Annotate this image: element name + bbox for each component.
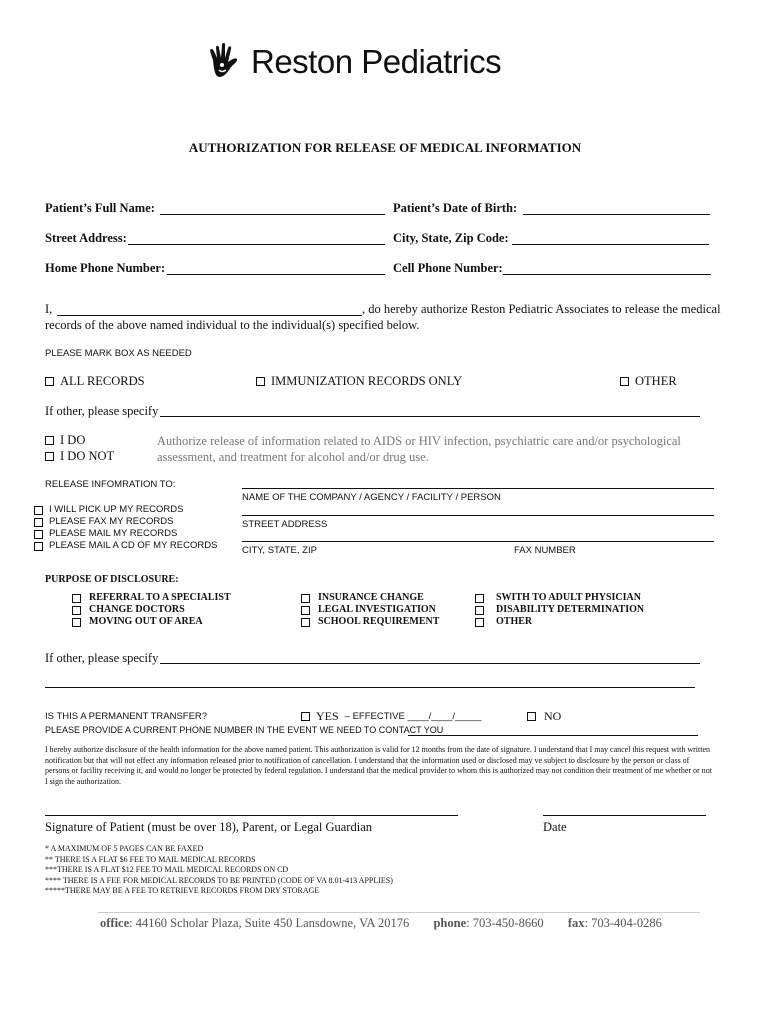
release-city-label: CITY, STATE, ZIP [242, 545, 317, 556]
phone-label: phone [433, 916, 467, 930]
insurance-checkbox[interactable] [301, 594, 310, 603]
all-records-checkbox[interactable] [45, 377, 54, 386]
release-option: I WILL PICK UP MY RECORDS [49, 504, 184, 515]
disability-checkbox[interactable] [475, 606, 484, 615]
purpose-option: OTHER [496, 616, 533, 627]
patient-name-label: Patient’s Full Name: [45, 201, 155, 215]
date-field[interactable] [543, 815, 706, 816]
phone-note: PLEASE PROVIDE A CURRENT PHONE NUMBER IN THE EVENT WE NEED TO CONTACT YOU [45, 725, 444, 735]
phone-value: : 703-450-8660 [466, 916, 544, 930]
transfer-question: IS THIS A PERMANENT TRANSFER? [45, 711, 208, 722]
cell-phone-label: Cell Phone Number: [393, 261, 503, 275]
purpose-option: CHANGE DOCTORS [89, 604, 185, 615]
note-item: * A MAXIMUM OF 5 PAGES CAN BE FAXED [45, 844, 204, 853]
release-name-label: NAME OF THE COMPANY / AGENCY / FACILITY / PERSON [242, 492, 501, 503]
release-label: RELEASE INFOMRATION TO: [45, 479, 176, 490]
i-do-not-label: I DO NOT [60, 449, 115, 463]
purpose-option: LEGAL INVESTIGATION [318, 604, 436, 615]
all-records-label: ALL RECORDS [60, 374, 145, 388]
i-do-not-checkbox[interactable] [45, 452, 54, 461]
cell-phone-field[interactable] [503, 274, 711, 275]
release-city-field[interactable] [242, 541, 714, 542]
purpose-option: SCHOOL REQUIREMENT [318, 616, 440, 627]
purpose-other-checkbox[interactable] [475, 618, 484, 627]
legal-text: I hereby authorize disclosure of the health information for the above named patient. This authorization is valid for 12 months from the date of signature. I understand that I may cancel this request with written notification but that will not effect any information released prior to notification of cancellation. I understand that the information used or disclosed may ve subject to disclosure by the person or class of persons or facility receiving it, and would no longer be protected by federal regulation. I understand that the medical provider to whom this is authorized may not condition their treatment of me whether or not I sign the authorization. [45, 745, 712, 786]
moving-checkbox[interactable] [72, 618, 81, 627]
release-option: PLEASE MAIL MY RECORDS [49, 528, 178, 539]
note-item: *****THERE MAY BE A FEE TO RETRIEVE RECORDS FROM DRY STORAGE [45, 886, 320, 895]
if-other-label: If other, please specify [45, 404, 159, 418]
immunization-label: IMMUNIZATION RECORDS ONLY [271, 374, 463, 388]
no-checkbox[interactable] [527, 712, 536, 721]
city-label: City, State, Zip Code: [393, 231, 509, 245]
yes-label: YES [316, 709, 339, 723]
legal-checkbox[interactable] [301, 606, 310, 615]
other-records-label: OTHER [635, 374, 677, 388]
purpose-option: DISABILITY DETERMINATION [496, 604, 645, 615]
contact-phone-field[interactable] [408, 735, 698, 736]
auth-prefix: I, [45, 302, 53, 316]
home-phone-field[interactable] [167, 274, 385, 275]
release-name-field[interactable] [242, 488, 714, 489]
mail-cd-checkbox[interactable] [34, 542, 43, 551]
note-item: ***THERE IS A FLAT $12 FEE TO MAIL MEDICAL RECORDS ON CD [45, 865, 289, 874]
mark-box-note: PLEASE MARK BOX AS NEEDED [45, 348, 192, 359]
dob-label: Patient’s Date of Birth: [393, 201, 518, 215]
mail-checkbox[interactable] [34, 530, 43, 539]
other-records-checkbox[interactable] [620, 377, 629, 386]
authorizer-name-field[interactable] [57, 315, 362, 316]
city-field[interactable] [512, 244, 709, 245]
signature-label: Signature of Patient (must be over 18), Parent, or Legal Guardian [45, 820, 372, 834]
if-other-purpose-field[interactable] [160, 663, 700, 664]
release-fax-label: FAX NUMBER [514, 545, 576, 556]
purpose-label: PURPOSE OF DISCLOSURE: [45, 574, 179, 585]
footer [100, 916, 662, 931]
date-label: Date [543, 820, 567, 834]
purpose-option: REFERRAL TO A SPECIALIST [89, 592, 231, 603]
change-doctors-checkbox[interactable] [72, 606, 81, 615]
release-option: PLEASE MAIL A CD OF MY RECORDS [49, 540, 218, 551]
hand-logo-icon [205, 40, 249, 84]
note-item: **** THERE IS A FEE FOR MEDICAL RECORDS TO BE PRINTED (CODE OF VA 8.01-413 APPLIES) [45, 875, 393, 885]
release-option: PLEASE FAX MY RECORDS [49, 516, 174, 527]
office-value: : 44160 Scholar Plaza, Suite 450 Lansdowne, VA 20176 [129, 916, 410, 930]
yes-checkbox[interactable] [301, 712, 310, 721]
adult-physician-checkbox[interactable] [475, 594, 484, 603]
if-other-purpose-label: If other, please specify [45, 651, 159, 665]
dob-field[interactable] [523, 214, 710, 215]
patient-name-field[interactable] [160, 214, 385, 215]
auth-text-2: records of the above named individual to the individual(s) specified below. [45, 318, 420, 332]
release-street-field[interactable] [242, 515, 714, 516]
note-item: ** THERE IS A FLAT $6 FEE TO MAIL MEDICAL RECORDS [45, 854, 256, 864]
form-title: AUTHORIZATION FOR RELEASE OF MEDICAL INFORMATION [188, 140, 582, 155]
purpose-option: SWITH TO ADULT PHYSICIAN [496, 592, 641, 603]
if-other-field[interactable] [160, 416, 700, 417]
footer-rule [98, 912, 700, 913]
pickup-checkbox[interactable] [34, 506, 43, 515]
school-checkbox[interactable] [301, 618, 310, 627]
referral-checkbox[interactable] [72, 594, 81, 603]
fax-label: fax [567, 916, 585, 930]
release-street-label: STREET ADDRESS [242, 519, 328, 530]
logo [205, 40, 501, 84]
no-label: NO [544, 709, 562, 723]
if-other-purpose-field-2[interactable] [45, 687, 695, 688]
auth-text-1: , do hereby authorize Reston Pediatric Associates to release the medical [362, 302, 721, 316]
effective-label: – EFFECTIVE ____/____/_____ [344, 711, 482, 722]
purpose-option: MOVING OUT OF AREA [89, 616, 203, 627]
street-label: Street Address: [45, 231, 127, 245]
home-phone-label: Home Phone Number: [45, 261, 166, 275]
purpose-option: INSURANCE CHANGE [318, 592, 424, 603]
signature-field[interactable] [45, 815, 458, 816]
sensitive-text: Authorize release of information related to AIDS or HIV infection, psychiatric care and/or psychological assessment, and treatment for alcohol and/or drug use. [157, 434, 681, 464]
fax-checkbox[interactable] [34, 518, 43, 527]
fax-value: : 703-404-0286 [584, 916, 662, 930]
immunization-checkbox[interactable] [256, 377, 265, 386]
street-field[interactable] [128, 244, 385, 245]
brand-name: Reston Pediatrics [251, 43, 502, 80]
i-do-label: I DO [60, 433, 86, 447]
office-label: office [100, 916, 130, 930]
i-do-checkbox[interactable] [45, 436, 54, 445]
